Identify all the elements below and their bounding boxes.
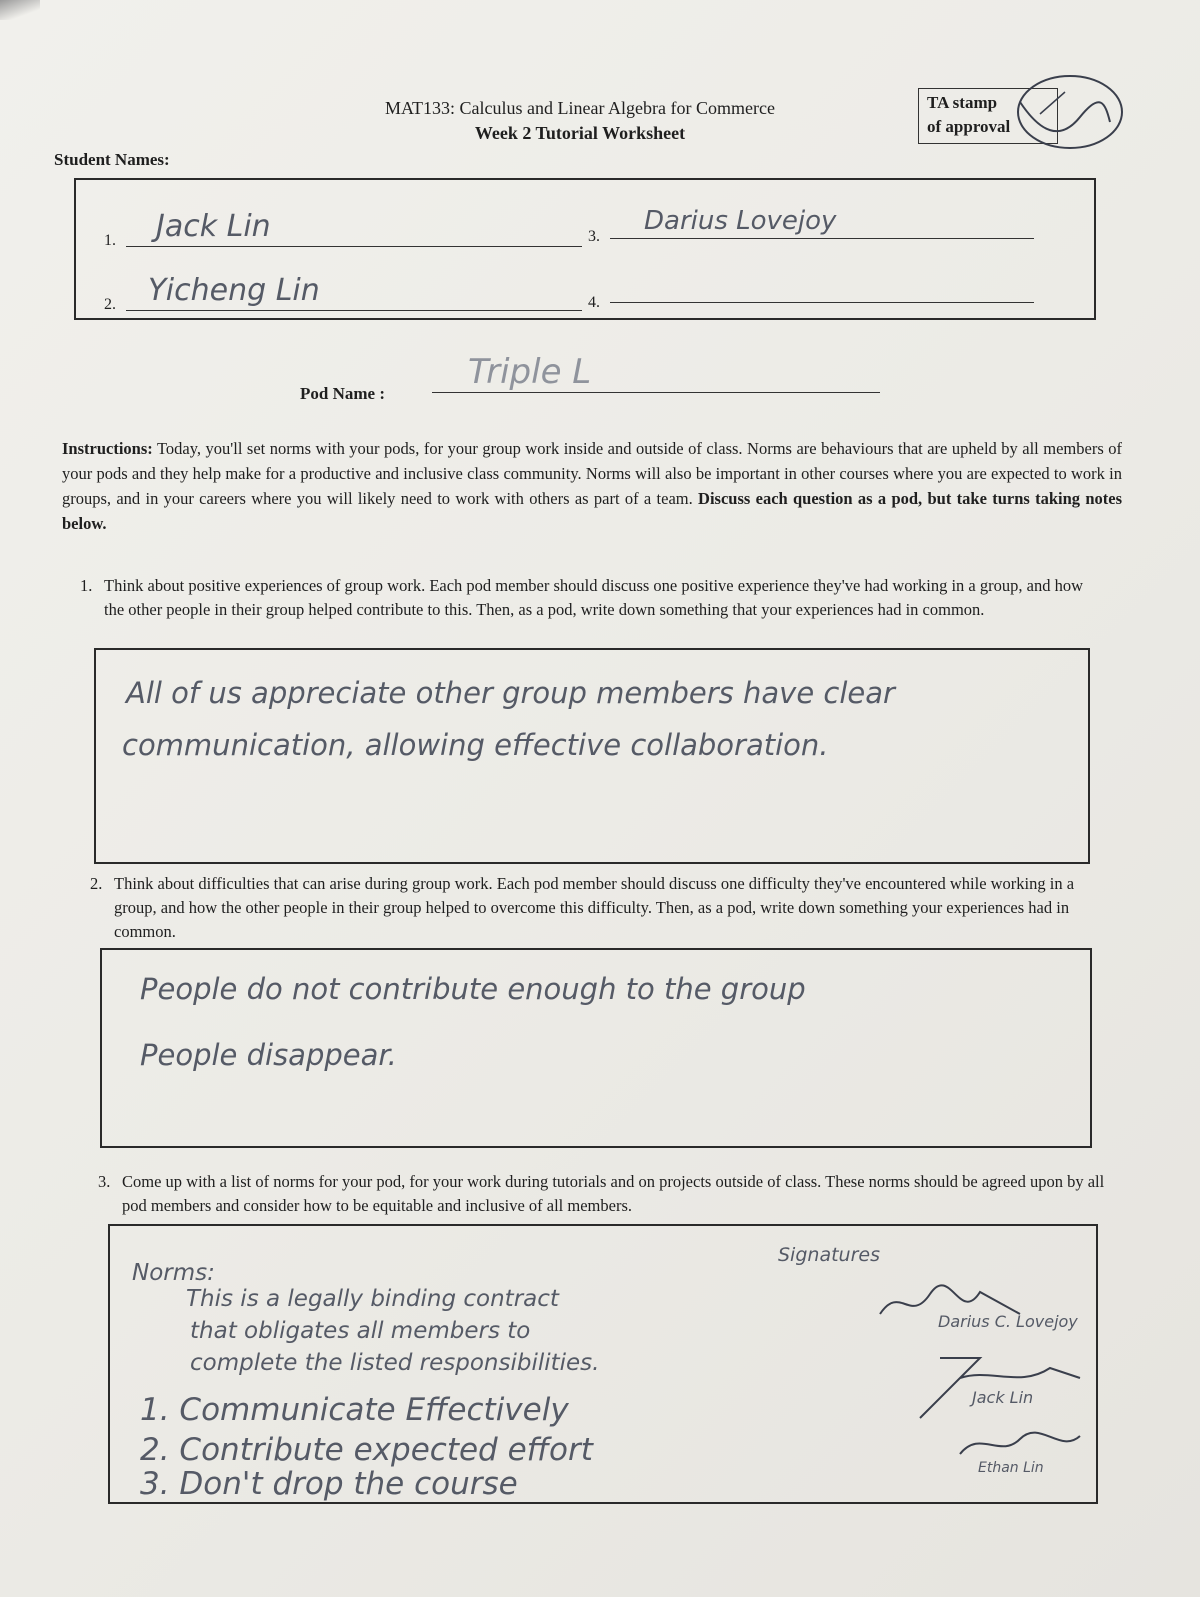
worksheet-title: Week 2 Tutorial Worksheet [474, 123, 686, 143]
worksheet-header [330, 96, 830, 146]
student-name: Darius Lovejoy [644, 206, 837, 236]
question-number: 2. [90, 874, 103, 893]
answer-box-1[interactable] [94, 648, 1090, 864]
student-name: Yicheng Lin [148, 273, 320, 308]
question-number: 1. [80, 576, 93, 595]
instructions-body: Today, you'll set norms with your pods, for your group work inside and outside of class. Norms are behaviours that are upheld by all members of your pods and they help make for a productive and inclusive class community. Norms will also be important in other courses where you are expected to work in groups, and in your careers where you will likely need to work with others as part of a team. [62, 439, 1122, 508]
answer-line: People do not contribute enough to the group [140, 972, 806, 1006]
pod-name-label: Pod Name : [300, 384, 385, 403]
norms-preamble-line: complete the listed responsibilities. [190, 1350, 600, 1376]
norm-item: 1. Communicate Effectively [140, 1392, 569, 1428]
stamp-label-line1: TA stamp [927, 93, 998, 112]
student-name-line[interactable] [126, 209, 582, 247]
signature: Jack Lin [972, 1388, 1034, 1407]
student-name-line[interactable] [610, 204, 1034, 239]
answer-box-2[interactable] [100, 948, 1092, 1148]
student-names-box: 1. Jack Lin 2. Yicheng Lin 3. Darius Lovejoy 4. [74, 178, 1096, 320]
student-names-label: Student Names: [54, 150, 170, 169]
question-text: Think about positive experiences of group work. Each pod member should discuss one positive experience they've had working in a group, and how the other people in their group helped contribute to this. Then, as a pod, write down something that your experiences had in common. [104, 576, 1083, 619]
answer-line: All of us appreciate other group members have clear [126, 676, 895, 710]
signature: Ethan Lin [978, 1460, 1044, 1476]
question-text: Come up with a list of norms for your pod, for your work during tutorials and on projects outside of class. These norms should be agreed upon by all pod members and consider how to be equitable and inclusive of all members. [122, 1172, 1105, 1215]
question-2 [90, 872, 1110, 944]
student-name: Jack Lin [156, 209, 271, 244]
answer-line: People disappear. [140, 1038, 397, 1072]
question-3 [98, 1170, 1110, 1218]
stamp-label-line2: of approval [927, 117, 1011, 136]
question-1 [80, 574, 1104, 622]
norms-heading: Norms: [132, 1260, 215, 1286]
instructions [62, 436, 1122, 536]
page-corner-shadow [0, 0, 40, 20]
norms-preamble-line: This is a legally binding contract [186, 1286, 559, 1312]
norm-item: 3. Don't drop the course [140, 1466, 518, 1502]
ta-stamp-scribble [1010, 62, 1140, 162]
signature: Darius C. Lovejoy [938, 1312, 1078, 1331]
signatures-label: Signatures [778, 1244, 880, 1266]
norms-preamble-line: that obligates all members to [190, 1318, 531, 1344]
pod-name-line[interactable] [432, 352, 880, 393]
instructions-lead: Instructions: [62, 439, 153, 458]
norm-item: 2. Contribute expected effort [140, 1432, 593, 1468]
answer-line: communication, allowing effective collaboration. [122, 728, 829, 762]
pod-name-value: Triple L [468, 352, 592, 392]
student-name-line[interactable] [126, 273, 582, 311]
question-text: Think about difficulties that can arise during group work. Each pod member should discuss one difficulty they've encountered while working in a group, and how the other people in their group helped to overcome this difficulty. Then, as a pod, write down something your experiences had in common. [114, 874, 1075, 941]
student-name-line[interactable] [610, 268, 1034, 303]
norms-box[interactable] [108, 1224, 1098, 1504]
signature-scribble [950, 1424, 1090, 1464]
course-title: MAT133: Calculus and Linear Algebra for Commerce [385, 98, 775, 118]
question-number: 3. [98, 1172, 111, 1191]
instructions-emphasis: Discuss each question as a pod, but take turns taking notes below. [62, 489, 1123, 533]
